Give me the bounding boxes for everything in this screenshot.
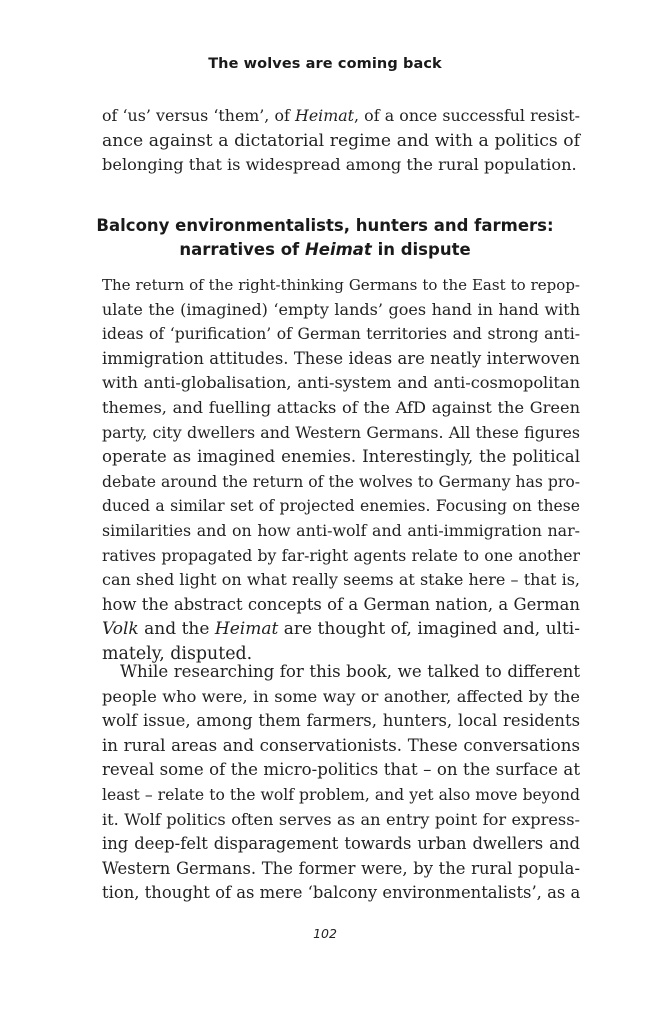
paragraph-continued bbox=[102, 104, 580, 178]
text-line: in rural areas and conservationists. These conversations bbox=[102, 735, 580, 755]
text-line: mately, disputed. bbox=[102, 643, 253, 664]
text-line: party, city dwellers and Western Germans. All these figures bbox=[102, 422, 580, 442]
text-line: similarities and on how anti-wolf and anti-immigration nar- bbox=[102, 520, 580, 540]
text-line: ing deep-felt disparagement towards urban dwellers and bbox=[102, 834, 580, 854]
text-line: duced a similar set of projected enemies. Focusing on these bbox=[102, 497, 580, 516]
text-line: with anti-globalisation, anti-system and anti-cosmopolitan bbox=[102, 373, 580, 393]
text-line: least – relate to the wolf problem, and yet also move beyond bbox=[102, 785, 580, 804]
text-line: ratives propagated by far-right agents relate to one another bbox=[102, 546, 580, 565]
section-heading bbox=[0, 214, 650, 262]
text-line: reveal some of the micro-politics that – on the surface at bbox=[102, 760, 580, 780]
text-run: of ‘us’ versus ‘them’, of bbox=[102, 106, 296, 125]
text-run: are thought of, imagined and, ulti- bbox=[278, 619, 580, 640]
running-head: The wolves are coming back bbox=[208, 56, 442, 72]
text-line: wolf issue, among them farmers, hunters, local residents bbox=[102, 711, 580, 731]
text-line: ance against a dictatorial regime and with a politics of bbox=[102, 130, 580, 151]
text-line: people who were, in some way or another, affected by the bbox=[102, 686, 580, 706]
text-line: immigration attitudes. These ideas are neatly interwoven bbox=[102, 348, 580, 368]
paragraph bbox=[102, 273, 580, 667]
text-line: operate as imagined enemies. Interestingly, the political bbox=[102, 447, 580, 467]
text-line bbox=[102, 104, 580, 129]
heading-run: narratives of bbox=[179, 240, 305, 259]
text-run: , of a once successful resist- bbox=[353, 106, 580, 125]
text-line: debate around the return of the wolves to Germany has pro- bbox=[102, 472, 580, 491]
text-line: ulate the (imagined) ‘empty lands’ goes hand in hand with bbox=[102, 299, 580, 319]
italic-term: Heimat bbox=[295, 106, 354, 125]
text-line: The return of the right-thinking Germans to the East to repop- bbox=[102, 276, 580, 294]
paragraph bbox=[102, 660, 580, 906]
heading-run: in dispute bbox=[371, 240, 471, 259]
italic-term: Heimat bbox=[214, 619, 279, 640]
italic-term: Volk bbox=[102, 619, 139, 640]
heading-italic-term: Heimat bbox=[304, 240, 372, 259]
page-number: 102 bbox=[313, 926, 337, 941]
text-line: While researching for this book, we talked to different bbox=[120, 662, 580, 681]
text-line: tion, thought of as mere ‘balcony environmentalists’, as a bbox=[102, 883, 581, 903]
heading-line: Balcony environmentalists, hunters and farmers: bbox=[96, 216, 554, 235]
heading-line bbox=[0, 238, 650, 262]
text-line: can shed light on what really seems at stake here – that is, bbox=[102, 570, 580, 590]
text-line bbox=[102, 617, 580, 642]
text-line: ideas of ‘purification’ of German territories and strong anti- bbox=[102, 325, 580, 344]
text-line: how the abstract concepts of a German nation, a German bbox=[102, 594, 580, 614]
text-run: and the bbox=[138, 619, 215, 640]
text-line: Western Germans. The former were, by the rural popula- bbox=[102, 858, 580, 878]
text-line: it. Wolf politics often serves as an entry point for express- bbox=[102, 809, 580, 829]
text-line: belonging that is widespread among the rural population. bbox=[102, 155, 577, 175]
text-line: themes, and fuelling attacks of the AfD against the Green bbox=[102, 397, 580, 417]
